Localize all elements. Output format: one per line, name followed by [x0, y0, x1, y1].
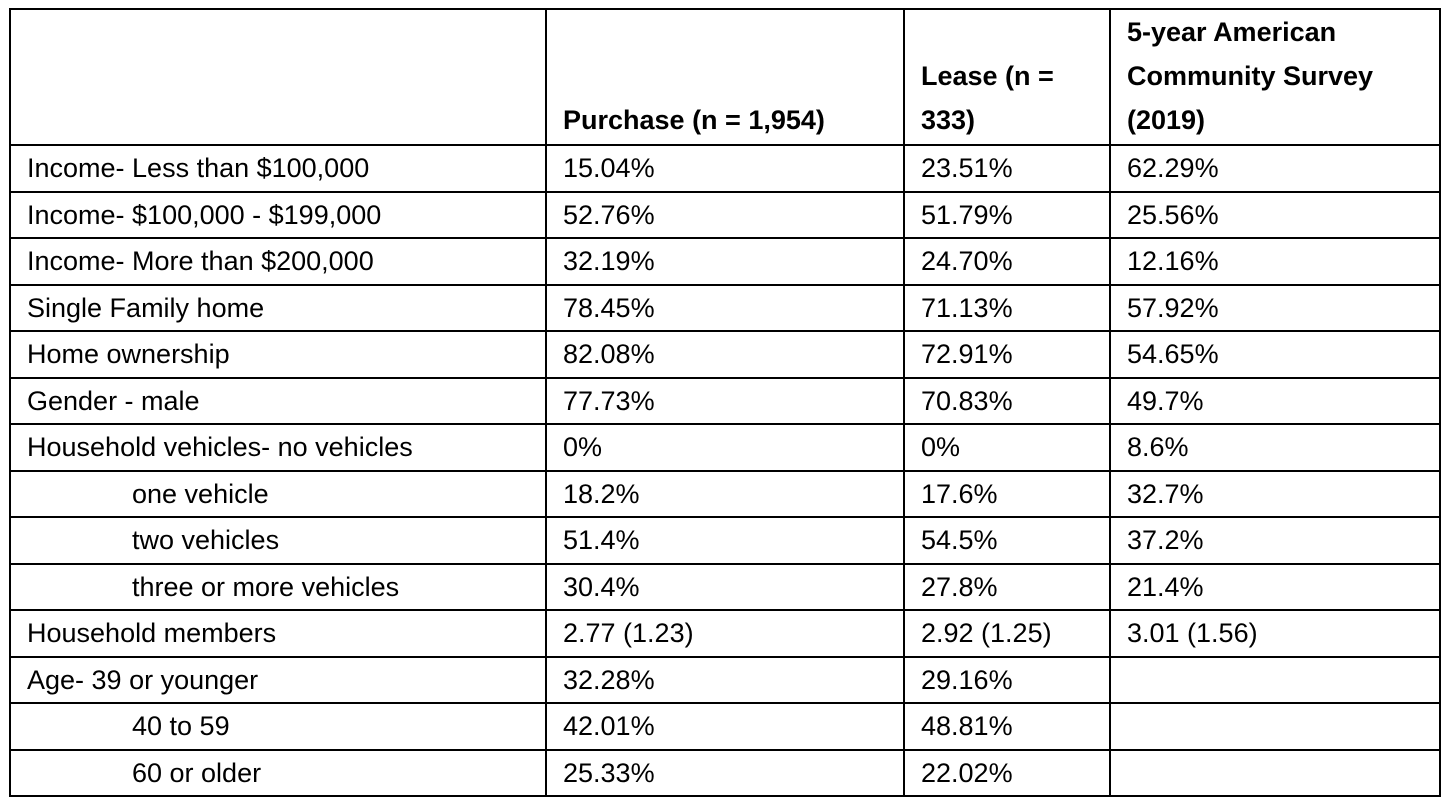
demographics-table — [9, 8, 1441, 797]
cell-purchase: 42.01% — [546, 703, 904, 750]
row-label: 40 to 59 — [10, 703, 546, 750]
cell-purchase: 82.08% — [546, 331, 904, 378]
table-row — [10, 703, 1440, 750]
table-row — [10, 657, 1440, 704]
table-row — [10, 192, 1440, 239]
cell-acs: 25.56% — [1110, 192, 1440, 239]
cell-purchase: 78.45% — [546, 285, 904, 332]
table-row — [10, 610, 1440, 657]
cell-purchase: 2.77 (1.23) — [546, 610, 904, 657]
header-lease: Lease (n = 333) — [904, 9, 1110, 145]
cell-purchase: 25.33% — [546, 750, 904, 797]
cell-lease: 71.13% — [904, 285, 1110, 332]
cell-lease: 72.91% — [904, 331, 1110, 378]
table-row — [10, 564, 1440, 611]
cell-purchase: 18.2% — [546, 471, 904, 518]
row-label: three or more vehicles — [10, 564, 546, 611]
cell-acs — [1110, 703, 1440, 750]
table-row — [10, 471, 1440, 518]
cell-purchase: 52.76% — [546, 192, 904, 239]
table-row — [10, 145, 1440, 192]
row-label: Household members — [10, 610, 546, 657]
table-row — [10, 238, 1440, 285]
header-purchase: Purchase (n = 1,954) — [546, 9, 904, 145]
cell-acs — [1110, 657, 1440, 704]
cell-acs: 12.16% — [1110, 238, 1440, 285]
cell-purchase: 0% — [546, 424, 904, 471]
cell-lease: 51.79% — [904, 192, 1110, 239]
cell-acs — [1110, 750, 1440, 797]
cell-acs: 3.01 (1.56) — [1110, 610, 1440, 657]
cell-acs: 57.92% — [1110, 285, 1440, 332]
cell-lease: 70.83% — [904, 378, 1110, 425]
cell-acs: 21.4% — [1110, 564, 1440, 611]
row-label: Income- $100,000 - $199,000 — [10, 192, 546, 239]
cell-lease: 24.70% — [904, 238, 1110, 285]
row-label: 60 or older — [10, 750, 546, 797]
cell-lease: 0% — [904, 424, 1110, 471]
row-label: Household vehicles- no vehicles — [10, 424, 546, 471]
table-row — [10, 378, 1440, 425]
header-acs: 5-year American Community Survey (2019) — [1110, 9, 1440, 145]
cell-lease: 48.81% — [904, 703, 1110, 750]
cell-lease: 54.5% — [904, 517, 1110, 564]
table-row — [10, 517, 1440, 564]
table-row — [10, 750, 1440, 797]
row-label: one vehicle — [10, 471, 546, 518]
cell-lease: 22.02% — [904, 750, 1110, 797]
cell-lease: 2.92 (1.25) — [904, 610, 1110, 657]
cell-purchase: 51.4% — [546, 517, 904, 564]
table-row — [10, 331, 1440, 378]
cell-lease: 17.6% — [904, 471, 1110, 518]
cell-acs: 54.65% — [1110, 331, 1440, 378]
cell-acs: 8.6% — [1110, 424, 1440, 471]
cell-purchase: 15.04% — [546, 145, 904, 192]
row-label: Income- More than $200,000 — [10, 238, 546, 285]
table-row — [10, 285, 1440, 332]
cell-lease: 23.51% — [904, 145, 1110, 192]
row-label: Income- Less than $100,000 — [10, 145, 546, 192]
cell-purchase: 32.28% — [546, 657, 904, 704]
header-row — [10, 9, 1440, 145]
cell-purchase: 30.4% — [546, 564, 904, 611]
cell-lease: 27.8% — [904, 564, 1110, 611]
row-label: Gender - male — [10, 378, 546, 425]
table-row — [10, 424, 1440, 471]
cell-acs: 62.29% — [1110, 145, 1440, 192]
cell-acs: 49.7% — [1110, 378, 1440, 425]
cell-lease: 29.16% — [904, 657, 1110, 704]
row-label: Single Family home — [10, 285, 546, 332]
cell-purchase: 32.19% — [546, 238, 904, 285]
row-label: Age- 39 or younger — [10, 657, 546, 704]
cell-acs: 32.7% — [1110, 471, 1440, 518]
header-empty — [10, 9, 546, 145]
cell-purchase: 77.73% — [546, 378, 904, 425]
cell-acs: 37.2% — [1110, 517, 1440, 564]
row-label: two vehicles — [10, 517, 546, 564]
row-label: Home ownership — [10, 331, 546, 378]
